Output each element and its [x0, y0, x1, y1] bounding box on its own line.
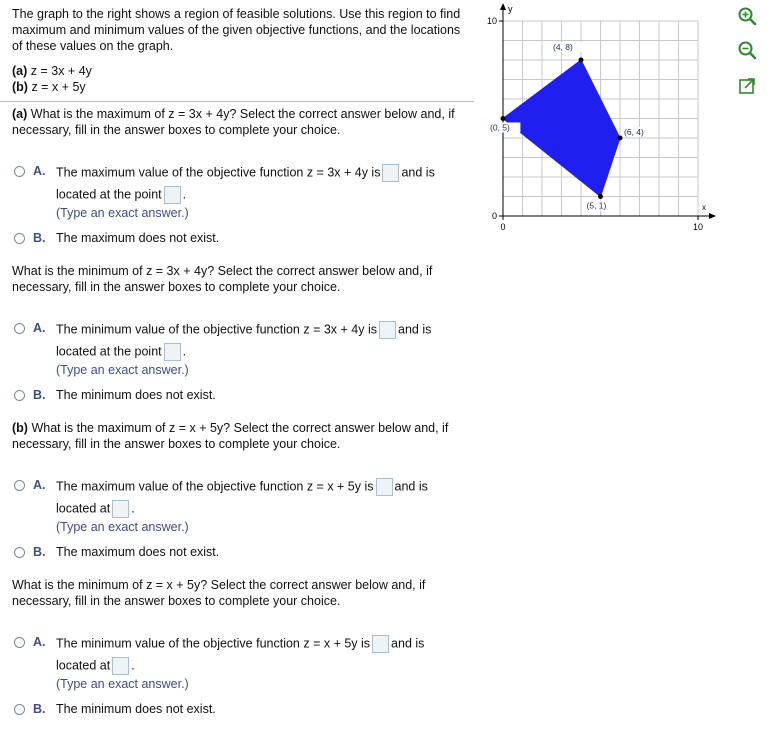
radio-button[interactable]: [14, 323, 25, 334]
y-axis-arrow: [500, 3, 506, 10]
vertex-point: [598, 194, 603, 199]
zoom-in-icon[interactable]: [737, 6, 757, 26]
answer-box-value[interactable]: [372, 635, 389, 653]
vertex-label: (4, 8): [553, 42, 573, 52]
radio-button[interactable]: [14, 480, 25, 491]
x-axis-arrow: [709, 213, 716, 219]
answer-box-point[interactable]: [112, 657, 129, 675]
intro-text: The graph to the right shows a region of feasible solutions. Use this region to find maximum and minimum values of the given objective functions, and the locations of these values on the graph.: [12, 7, 461, 53]
part-b-line: (b) z = x + 5y: [12, 80, 86, 94]
x-axis-label: x: [702, 203, 706, 212]
vertex-label: (6, 4): [624, 127, 644, 137]
section-divider: [0, 101, 474, 102]
x-tick-label: 10: [692, 222, 704, 232]
question-b-max: (b) What is the maximum of z = x + 5y? Select the correct answer below and, if necessary, fill in the answer boxes to complete your choice.: [12, 421, 449, 451]
radio-button[interactable]: [14, 704, 25, 715]
y-tick-label: 10: [486, 16, 497, 26]
y-axis-label: y: [508, 4, 513, 14]
problem-intro: [12, 6, 472, 95]
vertex-point: [501, 116, 506, 121]
part-a-line: (a) z = 3x + 4y: [12, 64, 92, 78]
x-tick-label: 0: [500, 222, 506, 232]
answer-box-value[interactable]: [379, 321, 396, 339]
feasible-region-graph: [478, 0, 718, 240]
answer-box-value[interactable]: [376, 478, 393, 496]
zoom-out-icon[interactable]: [737, 40, 757, 60]
answer-box-point[interactable]: [164, 343, 181, 361]
radio-button[interactable]: [14, 637, 25, 648]
vertex-point: [579, 58, 584, 63]
answer-box-point[interactable]: [164, 186, 181, 204]
radio-button[interactable]: [14, 547, 25, 558]
question-b-min: What is the minimum of z = x + 5y? Select the correct answer below and, if necessary, fill in the answer boxes to complete your choice.: [12, 578, 426, 608]
vertex-label: (0, 5): [490, 122, 510, 133]
answer-box-point[interactable]: [112, 500, 129, 518]
question-a-min: What is the minimum of z = 3x + 4y? Select the correct answer below and, if necessary, fill in the answer boxes to complete your choice.: [12, 264, 433, 294]
vertex-label: (5, 1): [586, 200, 607, 211]
answer-box-value[interactable]: [382, 164, 399, 182]
y-tick-label: 0: [491, 211, 497, 221]
radio-button[interactable]: [14, 233, 25, 244]
radio-button[interactable]: [14, 390, 25, 401]
vertex-point: [618, 136, 623, 141]
radio-button[interactable]: [14, 166, 25, 177]
popout-icon[interactable]: [737, 76, 757, 96]
question-a-max: (a) What is the maximum of z = 3x + 4y? Select the correct answer below and, if necessary, fill in the answer boxes to complete your choice.: [12, 107, 455, 137]
